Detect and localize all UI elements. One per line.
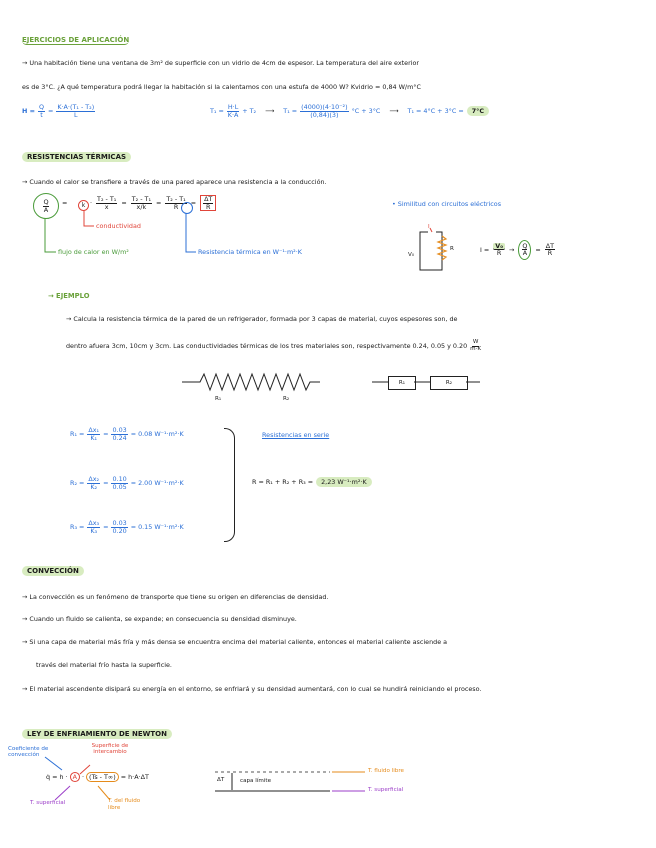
label-tsup: T. superficial [30, 800, 66, 806]
flux-circle: Q A [33, 193, 59, 219]
conveccion-bullet-3: → Si una capa de material más fría y más densa se encuentra encima del material caliente, entonces el material caliente asciende a [22, 638, 448, 646]
section-title-conveccion: CONVECCIÓN [22, 567, 84, 575]
conveccion-bullet-4: → El material ascendente disipará su energía en el entorno, se enfriará y su densidad aumentará, con lo cual se hundirá reiniciando el proceso. [22, 685, 482, 693]
label-deltaT: ΔT [217, 777, 225, 783]
newton-formula: q̇ = h · A · (Ts - T∞) = h·A·ΔT [46, 773, 149, 781]
example-line-1: → Calcula la resistencia térmica de la pared de un refrigerador, formada por 3 capas de material, cuyos espesores son, de [66, 315, 458, 323]
label-similitud: • Similitud con circuitos eléctricos [392, 200, 502, 208]
label-tlibre: T. fluido libre [368, 768, 404, 774]
conveccion-bullet-1: → La convección es un fenómeno de transporte que tiene su origen en diferencias de densidad. [22, 593, 329, 601]
series-bracket [224, 428, 235, 542]
fourier-chain: · $\frac{\text{T₂ - T₁}}{x}$ = $\frac{\text{T₂ - T₁}}{x/k}$ = $\frac{\text{T₂ - T₁}}{R}$ = $\frac{\Delta T}{R}$ [90, 195, 216, 211]
section-title-ejercicios: EJERCICIOS DE APLICACIÓN [22, 36, 130, 44]
conveccion-bullet-2: → Cuando un fluido se calienta, se expande; en consecuencia su densidad disminuye. [22, 615, 297, 623]
calc-R3: R₃ = $\frac{\text{Δx₃}}{\text{K₃}}$ = $\frac{0.03}{0.20}$ = 0.15 W⁻¹·m²·K [70, 519, 184, 535]
label-conductividad: conductividad [96, 222, 141, 230]
total-resistance: R = R₁ + R₂ + R₃ = 2,23 W⁻¹·m²·K [252, 477, 372, 487]
result-highlight: 7°C [467, 106, 489, 116]
zigzag-R1: R₁ [215, 396, 222, 402]
calc-R2: R₂ = $\frac{\text{Δx₂}}{\text{K₂}}$ = $\frac{0.10}{0.05}$ = 2.00 W⁻¹·m²·K [70, 475, 184, 491]
calc-R1: R₁ = $\frac{\text{Δx₁}}{\text{K₁}}$ = $\frac{0.03}{0.24}$ = 0.08 W⁻¹·m²·K [70, 426, 184, 442]
conveccion-bullet-3b: través del material frío hasta la superficie. [36, 661, 172, 669]
box-R2: R₂ [430, 376, 468, 390]
example-title: → EJEMPLO [48, 292, 90, 300]
formula-heat-rate: H = $\frac{Q}{t}$ = $\frac{\text{K·A·(T₁ - T₂)}}{L}$ [22, 103, 95, 119]
label-superficie: Superficie de intercambio [91, 743, 129, 756]
ohm-analogy: I = $\frac{\text{V₀}}{R}$ → $\frac{Q}{A}$ = $\frac{\Delta T}{R}$ [480, 240, 555, 260]
k-circle: k [78, 200, 89, 211]
label-flujo: flujo de calor en W/m² [58, 248, 129, 256]
circuit-R: R [450, 246, 454, 252]
circuit-V0: V₀ [408, 252, 415, 258]
problem-line-1: → Una habitación tiene una ventana de 3m² de superficie con un vidrio de 4cm de espesor. La temperatura del aire exterior [22, 59, 420, 67]
label-coef: Coeficiente de convección [8, 746, 49, 759]
resistencias-intro: → Cuando el calor se transfiere a través de una pared aparece una resistencia a la conducción. [22, 178, 327, 186]
formula-T1: T₁ = $\frac{H\cdot L}{K\cdot A}$ + T₂ ⟶ T₁ = $\frac{\text{(4000)(4·10⁻²)}}{(0,84)(3)}$ °C + 3°C ⟶ T₁ = 4°C + 3°C = 7°C [210, 104, 489, 118]
zigzag-R2: R₂ [283, 396, 290, 402]
circuit-I: I [428, 224, 430, 230]
example-line-2: dentro afuera 3cm, 10cm y 3cm. Las conductividades térmicas de los tres materiales son, respectivamente 0.24, 0.05 y 0.20 $\frac{W}{m\cdot K}$ [66, 339, 482, 352]
label-tfluido: T. del fluido libre [108, 798, 141, 811]
label-serie: Resistencias en serie [262, 431, 330, 439]
label-resistencia: Resistencia térmica en W⁻¹·m²·K [198, 248, 302, 256]
box-R1: R₁ [388, 376, 416, 390]
problem-line-2: es de 3°C. ¿A qué temperatura podrá llegar la habitación si la calentamos con una estufa de 4000 W? Kvidrio = 0,84 W/m°C [22, 83, 421, 91]
label-capa-limite: capa límite [240, 778, 272, 784]
section-title-resistencias: RESISTENCIAS TÉRMICAS [22, 153, 131, 161]
section-title-newton: LEY DE ENFRIAMIENTO DE NEWTON [22, 730, 172, 738]
label-tsup2: T. superficial [368, 787, 404, 793]
